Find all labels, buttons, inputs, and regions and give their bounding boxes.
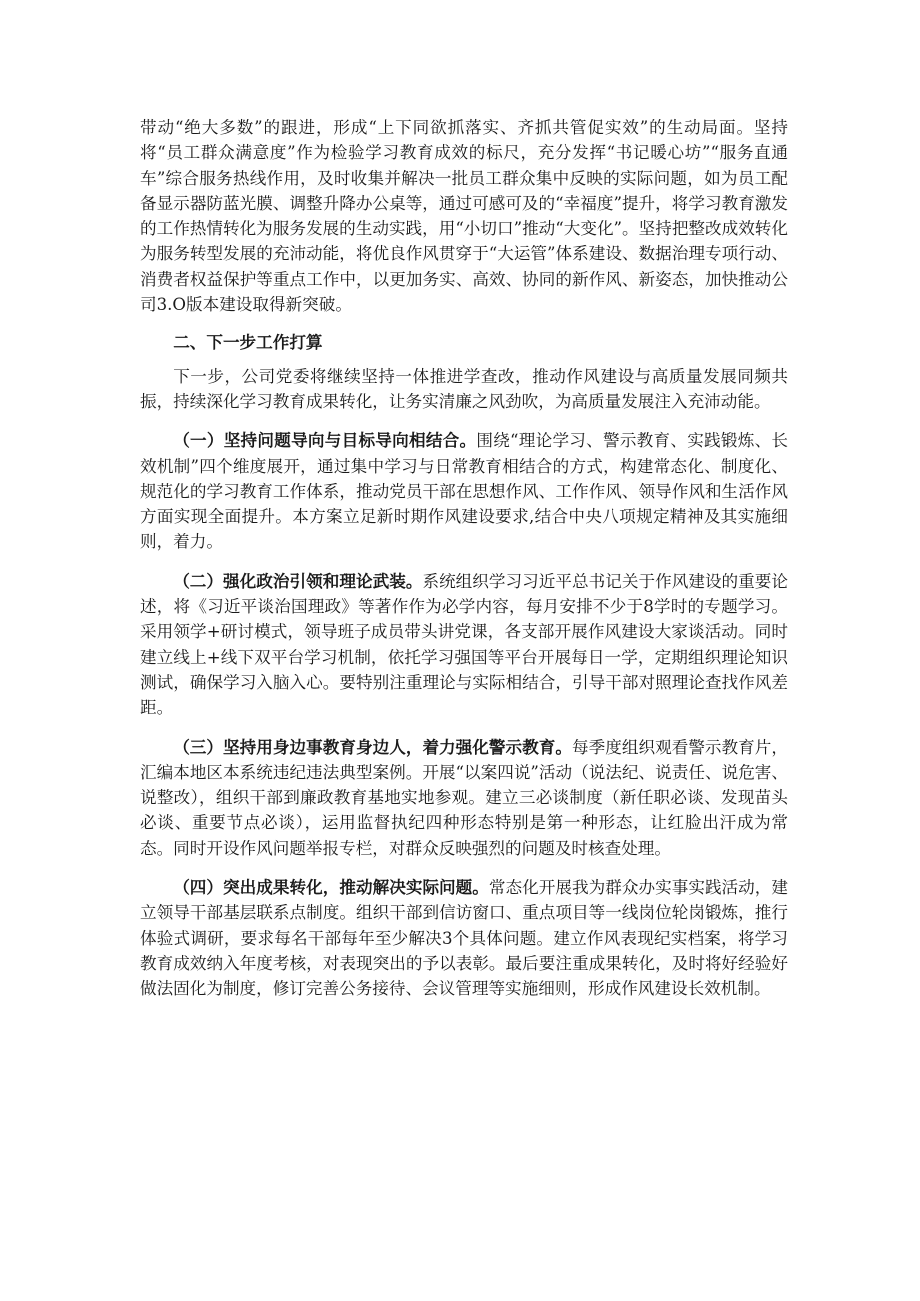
item-body-4: 常态化开展我为群众办实事实践活动，建立领导干部基层联系点制度。组织干部到信访窗口、重点项目等一线岗位轮岗锻炼，推行体验式调研，要求每名干部每年至少解决3个具体问题。建立作风表现纪实档案，将学习教育成效纳入年度考核，对表现突出的予以表彰。最后要注重成果转化，及时将好经验好做法固化为制度，修订完善公务接待、会议管理等实施细则，形成作风建设长效机制。 <box>140 878 789 999</box>
item-paragraph-4 <box>140 875 788 1001</box>
intro-paragraph: 下一步，公司党委将继续坚持一体推进学查改，推动作风建设与高质量发展同频共振，持续深化学习教育成果转化，让务实清廉之风劲吹，为高质量发展注入充沛动能。 <box>140 366 788 411</box>
item-lead-1: （一）坚持问题导向与目标导向相结合。 <box>173 430 477 451</box>
item-body-2: 系统组织学习习近平总书记关于作风建设的重要论述，将《习近平谈治国理政》等著作作为必学内容，每月安排不少于8学时的专题学习。采用领学+研讨模式，领导班子成员带头讲党课，各支部开展作风建设大家谈活动。同时建立线上+线下双平台学习机制，依托学习强国等平台开展每日一学，定期组织理论知识测试，确保学习入脑入心。要特别注重理论与实际相结合，引导干部对照理论查找作风差距。 <box>140 571 789 718</box>
item-paragraph-2 <box>140 569 788 721</box>
item-lead-4: （四）突出成果转化，推动解决实际问题。 <box>173 877 489 898</box>
item-lead-3: （三）坚持用身边事教育身边人，着力强化警示教育。 <box>173 736 572 757</box>
item-paragraph-1 <box>140 428 788 554</box>
section-heading: 二、下一步工作打算 <box>173 332 323 353</box>
document-page <box>140 115 788 1002</box>
item-body-3: 每季度组织观看警示教育片，汇编本地区本系统违纪违法典型案例。开展“以案四说”活动（说法纪、说责任、说危害、说整改），组织干部到廉政教育基地实地参观。建立三必谈制度（新任职必谈、发现苗头必谈、重要节点必谈），运用监督执纪四种形态特别是第一种形态，让红脸出汗成为常态。同时开设作风问题举报专栏，对群众反映强烈的问题及时核查处理。 <box>140 737 788 858</box>
item-paragraph-3 <box>140 735 788 861</box>
continued-paragraph: 带动“绝大多数”的跟进，形成“上下同欲抓落实、齐抓共管促实效”的生动局面。坚持将“员工群众满意度”作为检验学习教育成效的标尺，充分发挥“书记暖心坊”“服务直通车”综合服务热线作用，及时收集并解决一批员工群众集中反映的实际问题，如为员工配备显示器防蓝光膜、调整升降办公桌等，通过可感可及的“幸福度”提升，将学习教育激发的工作热情转化为服务发展的生动实践，用“小切口”推动“大变化”。坚持把整改成效转化为服务转型发展的充沛动能，将优良作风贯穿于“大运管”体系建设、数据治理专项行动、消费者权益保护等重点工作中，以更加务实、高效、协同的新作风、新姿态，加快推动公司3.O版本建设取得新突破。 <box>140 118 788 315</box>
item-lead-2: （二）强化政治引领和理论武装。 <box>173 570 423 591</box>
item-body-1: 围绕“理论学习、警示教育、实践锻炼、长效机制”四个维度展开，通过集中学习与日常教育相结合的方式，构建常态化、制度化、规范化的学习教育工作体系，推动党员干部在思想作风、工作作风、领导作风和生活作风方面实现全面提升。本方案立足新时期作风建设要求,结合中央八项规定精神及其实施细则，着力。 <box>140 431 789 552</box>
